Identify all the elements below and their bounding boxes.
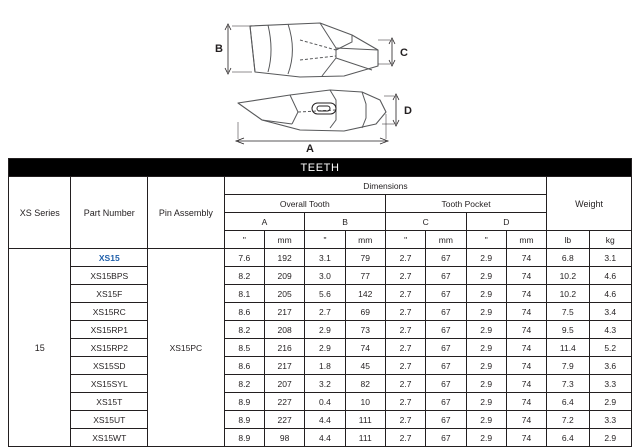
dimension-label-a: A	[306, 143, 314, 155]
cell-d-mm: 74	[506, 339, 546, 357]
table-row	[9, 249, 632, 267]
teeth-table-container	[8, 158, 632, 447]
cell-d-mm: 74	[506, 249, 546, 267]
cell-d-inch: 2.9	[466, 339, 506, 357]
cell-b-mm: 69	[345, 303, 385, 321]
cell-c-mm: 67	[426, 357, 466, 375]
cell-d-inch: 2.9	[466, 267, 506, 285]
table-row	[9, 267, 632, 285]
cell-b-inch: 4.4	[305, 429, 345, 447]
dimension-label-b: B	[215, 43, 223, 55]
cell-d-inch: 2.9	[466, 249, 506, 267]
cell-b-mm: 142	[345, 285, 385, 303]
cell-weight-lb: 7.5	[547, 303, 589, 321]
cell-d-mm: 74	[506, 321, 546, 339]
cell-d-mm: 74	[506, 375, 546, 393]
cell-weight-lb: 11.4	[547, 339, 589, 357]
cell-part-number: XS15SD	[71, 357, 148, 375]
unit-weight-kg: kg	[589, 231, 632, 249]
header-dim-d: D	[466, 213, 547, 231]
unit-d-mm: mm	[506, 231, 546, 249]
cell-c-inch: 2.7	[385, 411, 425, 429]
cell-b-mm: 111	[345, 429, 385, 447]
cell-a-mm: 227	[264, 393, 304, 411]
cell-a-inch: 7.6	[224, 249, 264, 267]
cell-part-number: XS15RC	[71, 303, 148, 321]
header-weight: Weight	[547, 177, 632, 231]
cell-weight-lb: 6.4	[547, 393, 589, 411]
cell-weight-lb: 10.2	[547, 285, 589, 303]
header-dim-b: B	[305, 213, 386, 231]
cell-a-inch: 8.2	[224, 375, 264, 393]
cell-b-mm: 79	[345, 249, 385, 267]
tooth-diagram	[0, 0, 640, 155]
cell-b-inch: 4.4	[305, 411, 345, 429]
table-row	[9, 285, 632, 303]
cell-d-mm: 74	[506, 285, 546, 303]
cell-d-inch: 2.9	[466, 393, 506, 411]
unit-b-mm: mm	[345, 231, 385, 249]
table-title: TEETH	[9, 159, 632, 177]
cell-d-inch: 2.9	[466, 285, 506, 303]
cell-c-inch: 2.7	[385, 429, 425, 447]
cell-a-inch: 8.2	[224, 321, 264, 339]
table-row	[9, 429, 632, 447]
cell-part-number: XS15F	[71, 285, 148, 303]
cell-c-mm: 67	[426, 411, 466, 429]
cell-a-mm: 207	[264, 375, 304, 393]
cell-a-inch: 8.2	[224, 267, 264, 285]
table-row	[9, 393, 632, 411]
cell-weight-kg: 3.4	[589, 303, 632, 321]
cell-b-mm: 10	[345, 393, 385, 411]
cell-a-mm: 217	[264, 357, 304, 375]
cell-part-number: XS15UT	[71, 411, 148, 429]
teeth-table-body	[9, 249, 632, 447]
cell-xs-series: 15	[9, 249, 71, 447]
cell-weight-lb: 10.2	[547, 267, 589, 285]
teeth-table	[8, 158, 632, 447]
cell-pin-assembly: XS15PC	[148, 249, 225, 447]
header-pin-assembly: Pin Assembly	[148, 177, 225, 249]
cell-d-mm: 74	[506, 267, 546, 285]
cell-a-mm: 98	[264, 429, 304, 447]
cell-d-inch: 2.9	[466, 411, 506, 429]
cell-d-inch: 2.9	[466, 321, 506, 339]
cell-c-mm: 67	[426, 321, 466, 339]
cell-weight-lb: 6.8	[547, 249, 589, 267]
cell-b-mm: 74	[345, 339, 385, 357]
table-row	[9, 411, 632, 429]
cell-weight-lb: 7.9	[547, 357, 589, 375]
cell-c-inch: 2.7	[385, 321, 425, 339]
cell-weight-kg: 5.2	[589, 339, 632, 357]
cell-d-inch: 2.9	[466, 357, 506, 375]
cell-b-mm: 45	[345, 357, 385, 375]
cell-c-mm: 67	[426, 339, 466, 357]
cell-c-mm: 67	[426, 303, 466, 321]
cell-c-inch: 2.7	[385, 357, 425, 375]
cell-weight-kg: 2.9	[589, 393, 632, 411]
cell-a-inch: 8.9	[224, 429, 264, 447]
cell-d-mm: 74	[506, 393, 546, 411]
header-overall-tooth: Overall Tooth	[224, 195, 385, 213]
cell-weight-kg: 3.3	[589, 375, 632, 393]
header-row-groups	[9, 177, 632, 195]
table-row	[9, 357, 632, 375]
cell-d-inch: 2.9	[466, 429, 506, 447]
header-tooth-pocket: Tooth Pocket	[385, 195, 546, 213]
cell-a-mm: 217	[264, 303, 304, 321]
cell-c-inch: 2.7	[385, 339, 425, 357]
cell-weight-lb: 7.2	[547, 411, 589, 429]
cell-c-mm: 67	[426, 393, 466, 411]
cell-part-number: XS15SYL	[71, 375, 148, 393]
cell-b-inch: 2.7	[305, 303, 345, 321]
cell-d-inch: 2.9	[466, 375, 506, 393]
cell-c-inch: 2.7	[385, 249, 425, 267]
part-number-link[interactable]: XS15	[98, 252, 120, 263]
table-row	[9, 339, 632, 357]
cell-part-number[interactable]	[71, 249, 148, 267]
cell-a-inch: 8.6	[224, 303, 264, 321]
cell-a-mm: 205	[264, 285, 304, 303]
cell-b-inch: 3.2	[305, 375, 345, 393]
cell-b-inch: 3.1	[305, 249, 345, 267]
unit-c-inch: "	[385, 231, 425, 249]
cell-a-inch: 8.9	[224, 393, 264, 411]
cell-d-mm: 74	[506, 303, 546, 321]
cell-b-mm: 73	[345, 321, 385, 339]
cell-c-inch: 2.7	[385, 375, 425, 393]
header-dim-a: A	[224, 213, 305, 231]
cell-part-number: XS15RP2	[71, 339, 148, 357]
cell-b-inch: 5.6	[305, 285, 345, 303]
cell-c-mm: 67	[426, 249, 466, 267]
cell-b-inch: 1.8	[305, 357, 345, 375]
cell-part-number: XS15BPS	[71, 267, 148, 285]
cell-a-inch: 8.6	[224, 357, 264, 375]
cell-c-mm: 67	[426, 429, 466, 447]
cell-d-inch: 2.9	[466, 303, 506, 321]
cell-weight-lb: 7.3	[547, 375, 589, 393]
header-dim-c: C	[385, 213, 466, 231]
unit-d-inch: "	[466, 231, 506, 249]
cell-c-inch: 2.7	[385, 393, 425, 411]
table-row	[9, 375, 632, 393]
cell-b-inch: 0.4	[305, 393, 345, 411]
unit-a-mm: mm	[264, 231, 304, 249]
cell-a-inch: 8.5	[224, 339, 264, 357]
cell-a-inch: 8.9	[224, 411, 264, 429]
cell-d-mm: 74	[506, 429, 546, 447]
cell-a-mm: 208	[264, 321, 304, 339]
cell-b-mm: 82	[345, 375, 385, 393]
cell-b-inch: 3.0	[305, 267, 345, 285]
table-row	[9, 321, 632, 339]
dimension-label-c: C	[400, 47, 408, 59]
cell-weight-lb: 6.4	[547, 429, 589, 447]
cell-part-number: XS15WT	[71, 429, 148, 447]
cell-c-inch: 2.7	[385, 267, 425, 285]
unit-c-mm: mm	[426, 231, 466, 249]
unit-weight-lb: lb	[547, 231, 589, 249]
cell-part-number: XS15RP1	[71, 321, 148, 339]
cell-c-mm: 67	[426, 267, 466, 285]
unit-a-inch: "	[224, 231, 264, 249]
cell-weight-kg: 3.1	[589, 249, 632, 267]
cell-b-mm: 77	[345, 267, 385, 285]
cell-d-mm: 74	[506, 411, 546, 429]
cell-c-mm: 67	[426, 285, 466, 303]
cell-b-mm: 111	[345, 411, 385, 429]
cell-weight-kg: 4.6	[589, 267, 632, 285]
cell-weight-lb: 9.5	[547, 321, 589, 339]
cell-weight-kg: 3.6	[589, 357, 632, 375]
table-row	[9, 303, 632, 321]
cell-weight-kg: 4.3	[589, 321, 632, 339]
cell-b-inch: 2.9	[305, 321, 345, 339]
cell-c-inch: 2.7	[385, 285, 425, 303]
dimension-label-d: D	[404, 105, 412, 117]
cell-c-mm: 67	[426, 375, 466, 393]
header-xs-series: XS Series	[9, 177, 71, 249]
unit-b-inch: "	[305, 231, 345, 249]
cell-weight-kg: 2.9	[589, 429, 632, 447]
cell-c-inch: 2.7	[385, 303, 425, 321]
cell-a-mm: 192	[264, 249, 304, 267]
cell-a-inch: 8.1	[224, 285, 264, 303]
cell-weight-kg: 4.6	[589, 285, 632, 303]
header-dimensions: Dimensions	[224, 177, 547, 195]
cell-weight-kg: 3.3	[589, 411, 632, 429]
table-title-row	[9, 159, 632, 177]
cell-part-number: XS15T	[71, 393, 148, 411]
cell-b-inch: 2.9	[305, 339, 345, 357]
cell-a-mm: 216	[264, 339, 304, 357]
cell-a-mm: 209	[264, 267, 304, 285]
cell-d-mm: 74	[506, 357, 546, 375]
cell-a-mm: 227	[264, 411, 304, 429]
header-part-number: Part Number	[71, 177, 148, 249]
